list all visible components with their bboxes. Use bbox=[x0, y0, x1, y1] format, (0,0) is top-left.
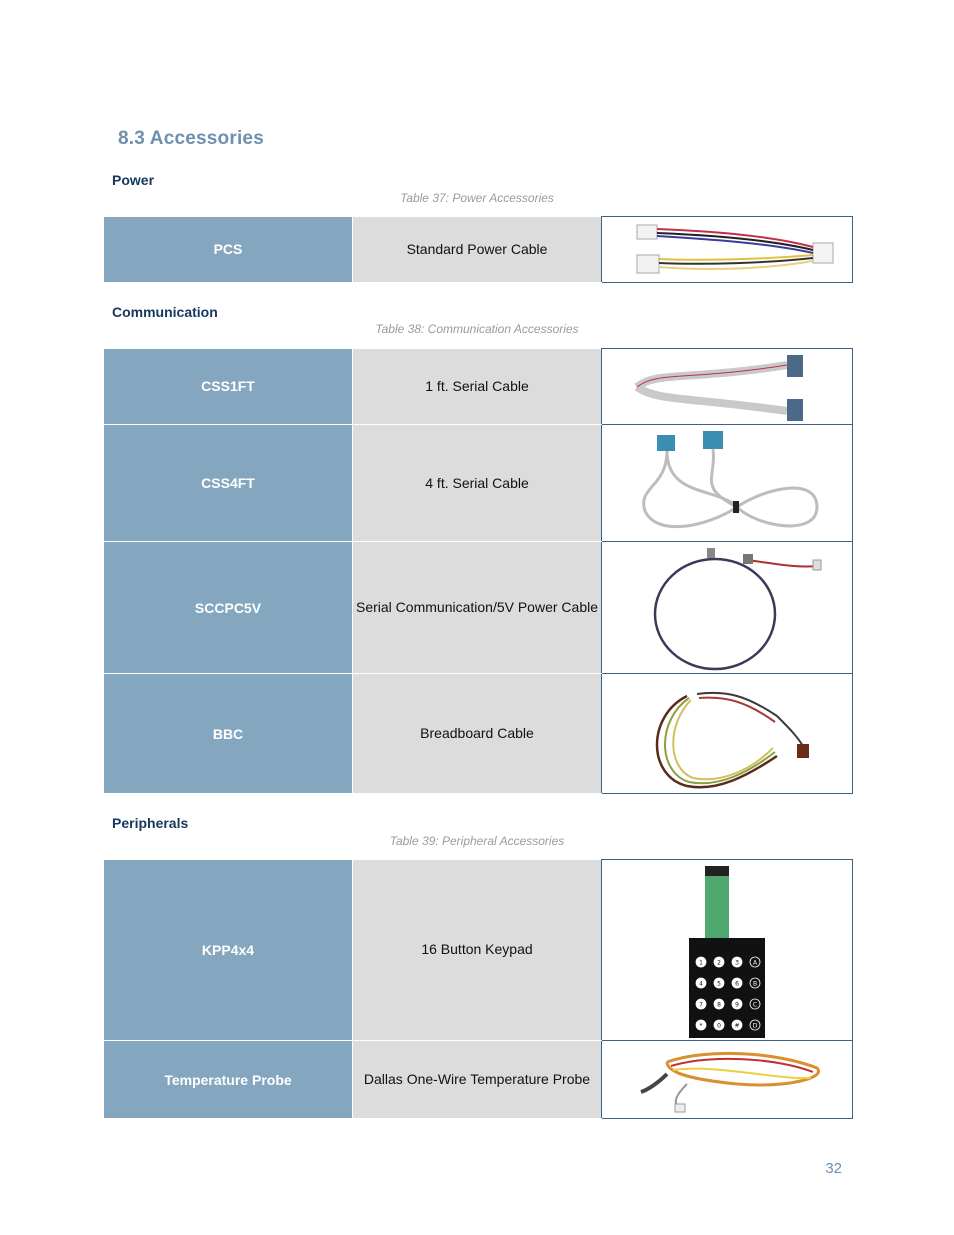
communication-table bbox=[104, 348, 853, 794]
product-description: Serial Communication/5V Power Cable bbox=[353, 542, 602, 674]
peripherals-table bbox=[104, 859, 853, 1119]
keypad-key-label: B bbox=[752, 980, 758, 988]
keypad-key-label: A bbox=[752, 959, 758, 967]
keypad-key-label: 9 bbox=[735, 1001, 739, 1009]
keypad-key-label: 5 bbox=[717, 980, 721, 988]
product-description: 1 ft. Serial Cable bbox=[353, 349, 602, 425]
table-row bbox=[104, 349, 853, 425]
keypad-image bbox=[602, 860, 853, 1041]
keypad-key-label: D bbox=[752, 1022, 758, 1030]
table-row bbox=[104, 1041, 853, 1119]
product-code: KPP4x4 bbox=[104, 860, 353, 1041]
table-row bbox=[104, 860, 853, 1041]
keypad-key-label: 7 bbox=[699, 1001, 703, 1009]
ribbon-serial-cable-image bbox=[602, 349, 853, 425]
keypad-key-label: 4 bbox=[699, 980, 703, 988]
power-cable-image bbox=[602, 217, 853, 283]
power-table bbox=[104, 216, 853, 283]
peripherals-table-caption: Table 39: Peripheral Accessories bbox=[389, 834, 565, 848]
keypad-key-label: # bbox=[734, 1022, 740, 1030]
keypad-key-label: 3 bbox=[735, 959, 739, 967]
keypad-key-label: 0 bbox=[717, 1022, 721, 1030]
product-code: PCS bbox=[104, 217, 353, 283]
section-title: 8.3 Accessories bbox=[118, 128, 264, 149]
communication-heading: Communication bbox=[112, 304, 218, 320]
table-row bbox=[104, 217, 853, 283]
product-description: 4 ft. Serial Cable bbox=[353, 425, 602, 542]
coiled-serial-cable-image bbox=[602, 425, 853, 542]
table-row bbox=[104, 425, 853, 542]
loop-cable-image bbox=[602, 542, 853, 674]
product-code: SCCPC5V bbox=[104, 542, 353, 674]
power-heading: Power bbox=[112, 172, 155, 188]
communication-table-caption: Table 38: Communication Accessories bbox=[375, 322, 579, 336]
product-code: CSS4FT bbox=[104, 425, 353, 542]
power-table-caption: Table 37: Power Accessories bbox=[400, 191, 554, 205]
keypad-key-label: 8 bbox=[717, 1001, 721, 1009]
product-code: CSS1FT bbox=[104, 349, 353, 425]
keypad-key-label: 6 bbox=[735, 980, 739, 988]
product-description: Standard Power Cable bbox=[353, 217, 602, 283]
keypad-key-label: C bbox=[752, 1001, 758, 1009]
product-code: BBC bbox=[104, 674, 353, 794]
product-description: 16 Button Keypad bbox=[353, 860, 602, 1041]
product-description: Dallas One-Wire Temperature Probe bbox=[353, 1041, 602, 1119]
table-row bbox=[104, 542, 853, 674]
table-row bbox=[104, 674, 853, 794]
breadboard-cable-image bbox=[602, 674, 853, 794]
product-code: Temperature Probe bbox=[104, 1041, 353, 1119]
product-description: Breadboard Cable bbox=[353, 674, 602, 794]
page-number: 32 bbox=[825, 1160, 842, 1177]
keypad-key-label: 2 bbox=[717, 959, 721, 967]
peripherals-heading: Peripherals bbox=[112, 815, 189, 831]
temperature-probe-image bbox=[602, 1041, 853, 1119]
keypad-key-label: 1 bbox=[699, 959, 703, 967]
keypad-key-label: * bbox=[699, 1022, 703, 1030]
